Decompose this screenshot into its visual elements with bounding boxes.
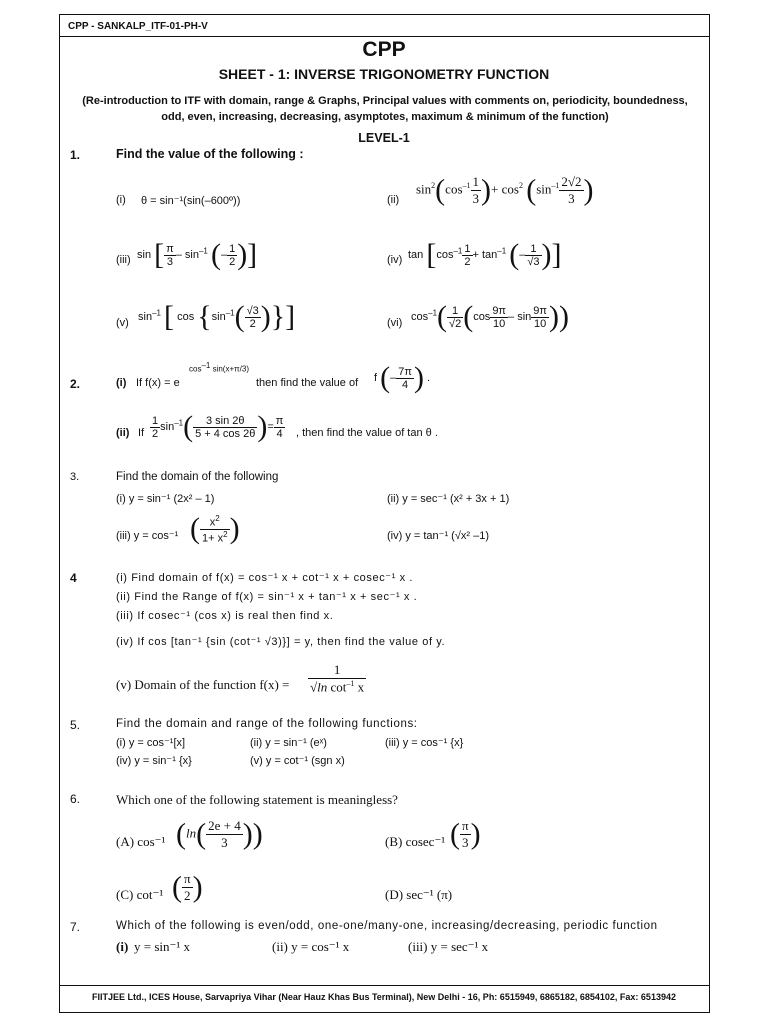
q2-i-exponent: $\cos^{-1} \sin(x+\pi/3)$ [189, 361, 249, 374]
q1-iv-expr: $\tan [\cos^{-1}$ $\frac{1}{2}$ + $\tan^{-1}$ (– $\frac{1}{√3}$ )] [408, 238, 562, 271]
q6-b-label: (B) cosec⁻¹ [385, 834, 446, 849]
q6-b-expr: ( $\frac{\pi}{3}$ ) [450, 817, 481, 851]
intro-text: (Re-introduction to ITF with domain, range & Graphs, Principal values with comments on, periodicity, boundedness, odd, even, increasing, decreasing, asymptotes, maximum & minimum of the function) [82, 95, 688, 123]
header-rule [60, 36, 709, 37]
q3-iii-expr: ( $\frac{x^2}{1+ x^2}$ ) [190, 512, 240, 546]
q3-iv: (iv) y = tan⁻¹ (√x² –1) [387, 530, 489, 542]
q1-i-expr: θ = sin⁻¹(sin(–600º)) [141, 195, 241, 207]
q4-iv: (iv) If cos [tan⁻¹ {sin (cot⁻¹ √3)}] = y, then find the value of y. [116, 636, 446, 648]
q2-number: 2. [70, 377, 81, 391]
sheet-code: CPP - SANKALP_ITF-01-PH-V [68, 21, 208, 32]
q1-iii-label: (iii) [116, 254, 131, 266]
q4-iii: (iii) If cosec⁻¹ (cos x) is real then find x. [116, 610, 334, 622]
q7-number: 7. [70, 920, 81, 934]
q4-v-expr: $\frac{1}{√\ln \cot^{-1} x}$ [310, 662, 365, 695]
sheet-title: SHEET - 1: INVERSE TRIGONOMETRY FUNCTION [218, 66, 550, 82]
q4-number: 4 [70, 571, 77, 585]
q4-ii: (ii) Find the Range of f(x) = sin⁻¹ x + tan⁻¹ x + sec⁻¹ x . [116, 591, 418, 603]
q3-number: 3. [70, 471, 80, 483]
q3-ii: (ii) y = sec⁻¹ (x² + 3x + 1) [387, 493, 510, 505]
q2-i-label: (i) [116, 377, 127, 389]
q1-text: Find the value of the following : [116, 147, 304, 161]
level-heading: LEVEL-1 [358, 131, 410, 145]
q2-i-then: then find the value of [256, 377, 359, 389]
q6-a-label: (A) cos⁻¹ [116, 834, 166, 849]
q4-i: (i) Find domain of f(x) = cos⁻¹ x + cot⁻¹ x + cosec⁻¹ x . [116, 572, 414, 584]
q5-i: (i) y = cos⁻¹[x] [116, 737, 186, 749]
q7-text: Which of the following is even/odd, one-one/many-one, increasing/decreasing, periodic function [116, 920, 658, 932]
q2-ii-label: (ii) [116, 427, 130, 439]
page-border [59, 14, 710, 1013]
q2-ii-if: If [138, 427, 145, 439]
q3-i: (i) y = sin⁻¹ (2x² – 1) [116, 493, 215, 505]
q5-number: 5. [70, 718, 81, 732]
q2-ii-then: , then find the value of tan θ . [296, 427, 438, 439]
q2-i-arg: f (– $\frac{7\pi}{4}$ ) . [374, 361, 431, 394]
q1-i-label: (i) [116, 194, 126, 206]
q3-text: Find the domain of the following [116, 471, 279, 483]
q6-number: 6. [70, 792, 81, 806]
q5-text: Find the domain and range of the following functions: [116, 718, 418, 730]
q6-c-label: (C) cot⁻¹ [116, 887, 164, 902]
q5-iv: (iv) y = sin⁻¹ {x} [116, 755, 192, 767]
q5-v: (v) y = cot⁻¹ (sgn x) [250, 755, 345, 767]
q1-v-label: (v) [116, 317, 129, 329]
q6-c-expr: ( $\frac{\pi}{2}$ ) [172, 870, 203, 904]
footer-address: FIITJEE Ltd., ICES House, Sarvapriya Vihar (Near Hauz Khas Bus Terminal), New Delhi - 16, Ph: 6515949, 6865182, 6854102, Fax: 6513942 [92, 992, 676, 1002]
q1-ii-label: (ii) [387, 194, 400, 206]
q3-iii: (iii) y = cos⁻¹ [116, 530, 179, 542]
q6-text: Which one of the following statement is meaningless? [116, 792, 398, 807]
q6-a-expr: (ln( $\frac{2e + 4}{3}$ )) [176, 817, 263, 851]
q6-d-label: (D) sec⁻¹ (π) [385, 887, 453, 902]
q4-v: (v) Domain of the function f(x) = [116, 677, 290, 692]
q5-ii: (ii) y = sin⁻¹ (eˣ) [250, 737, 327, 749]
q5-iii: (iii) y = cos⁻¹ {x} [385, 737, 464, 749]
q7-i-expr: y = sin⁻¹ x [134, 939, 191, 954]
q2-ii-expr: $\frac{1}{2}$ $\sin^{-1}$( $\frac{3 \sin 2\theta}{5 + 4 \cos 2\theta}$ )= $\frac{\pi}{4}$ [152, 410, 284, 443]
q1-ii-expr: $\sin^2(\cos^{-1}$ $\frac{1}{3}$ )+ $\cos^2 (\sin^{-1}$ $\frac{2√2}{3}$ ) [416, 173, 594, 207]
q1-vi-expr: $\cos^{-1}$( $\frac{1}{√2}$ (cos $\frac{9\pi}{10}$ – sin $\frac{9\pi}{10}$ )) [411, 300, 569, 333]
page-title: CPP [362, 38, 406, 61]
q1-iv-label: (iv) [387, 254, 403, 266]
q1-iii-expr: sin [ $\frac{\pi}{3}$ – $\sin^{-1}$ (– $\frac{1}{2}$ )] [137, 238, 258, 271]
footer-rule [60, 985, 709, 986]
q2-i-text: If f(x) = e [136, 377, 180, 389]
q7-iii: (iii) y = sec⁻¹ x [408, 939, 489, 954]
q1-v-expr: $\sin^{-1}$ [ $\cos \{\sin^{-1}$( $\frac{√3}{2}$ )}] [138, 300, 296, 333]
q1-vi-label: (vi) [387, 317, 403, 329]
q7-i-label: (i) [116, 939, 129, 954]
q1-number: 1. [70, 148, 81, 162]
q7-ii: (ii) y = cos⁻¹ x [272, 939, 350, 954]
